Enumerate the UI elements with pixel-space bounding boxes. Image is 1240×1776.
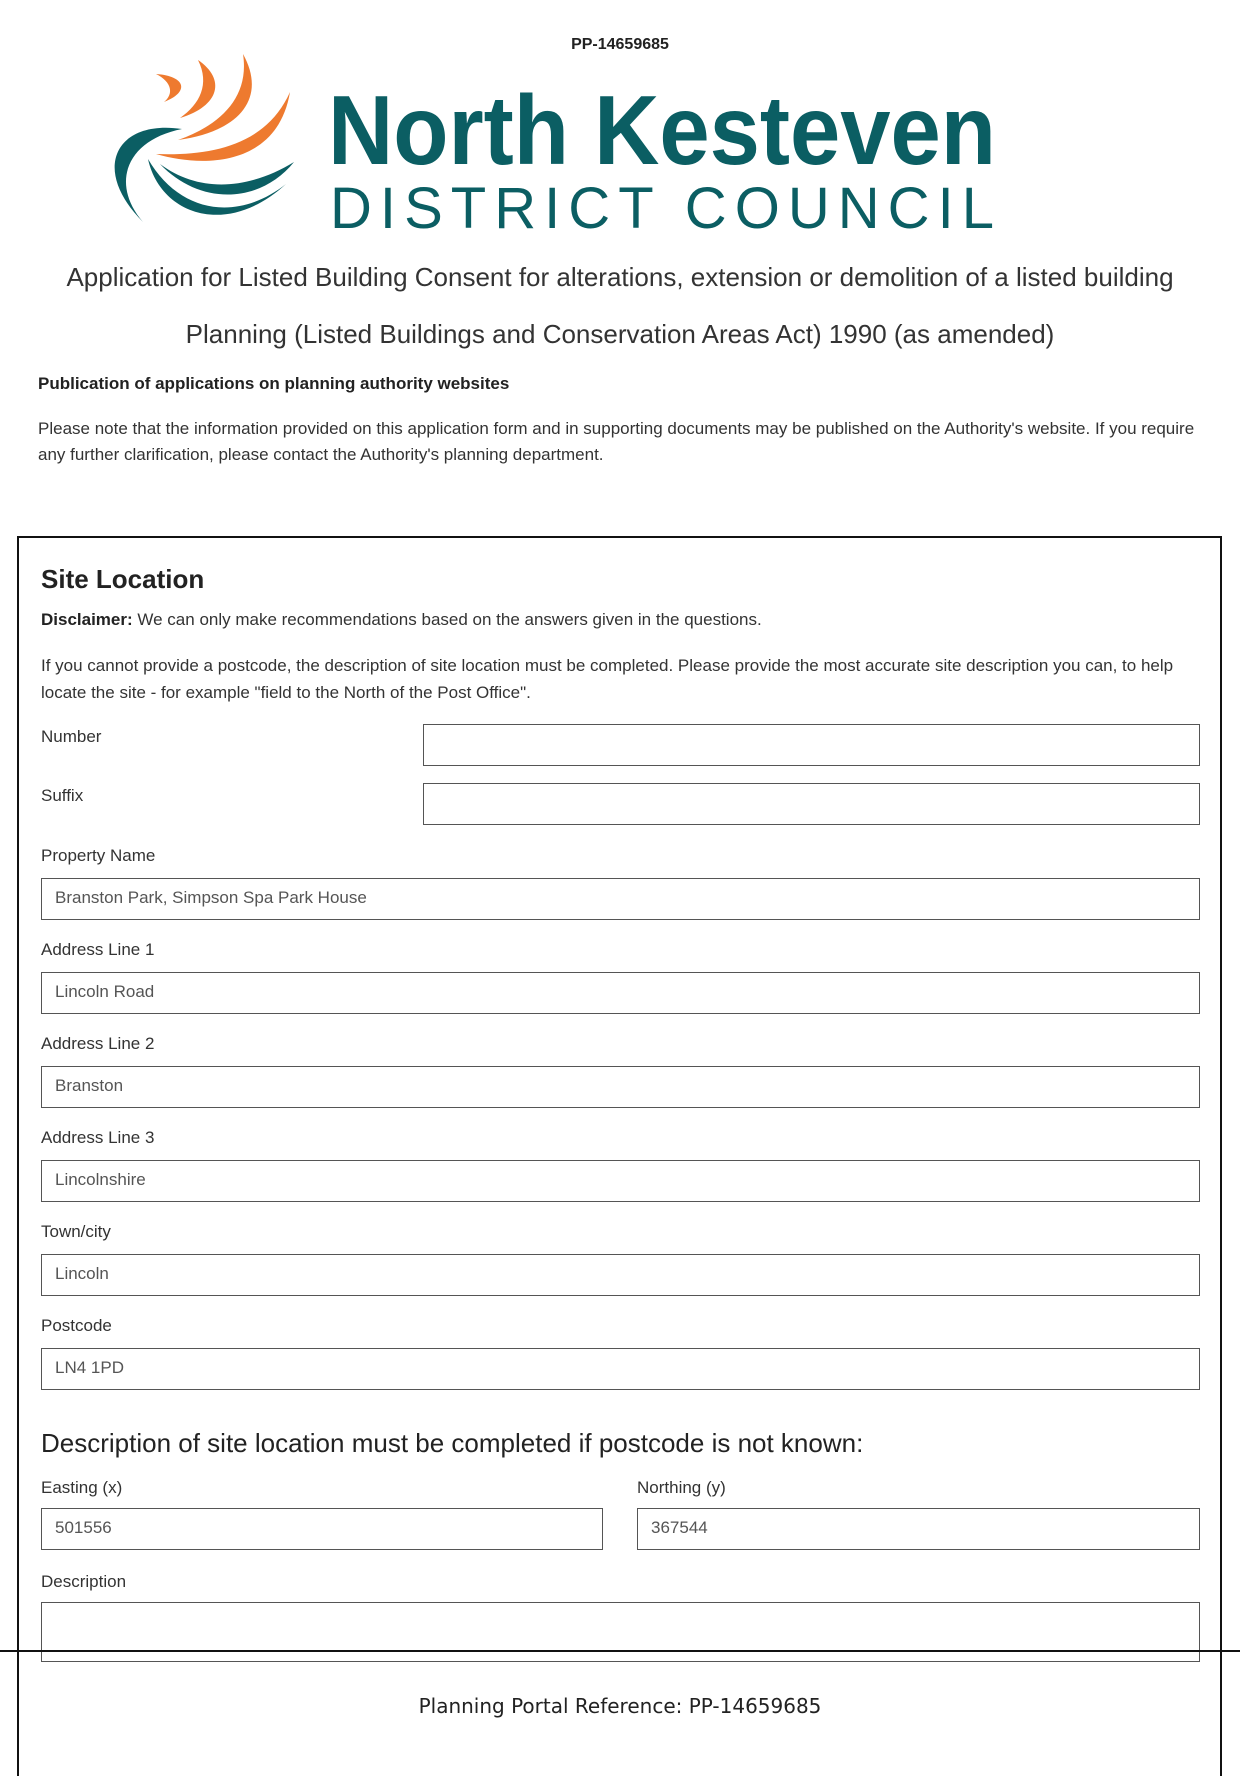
logo-subtitle: DISTRICT COUNCIL [330, 176, 994, 241]
suffix-label: Suffix [41, 786, 84, 805]
postcode-field[interactable]: LN4 1PD [41, 1348, 1200, 1390]
swirl-emblem-icon [115, 54, 294, 222]
address-line-1-field[interactable]: Lincoln Road [41, 972, 1200, 1014]
town-label: Town/city [41, 1222, 111, 1241]
property-name-field[interactable]: Branston Park, Simpson Spa Park House [41, 878, 1200, 920]
form-subtitle: Planning (Listed Buildings and Conservation Areas Act) 1990 (as amended) [185, 319, 1055, 349]
easting-field[interactable]: 501556 [41, 1508, 603, 1550]
disclaimer-text: We can only make recommendations based on the answers given in the questions. [132, 610, 762, 629]
site-location-section [17, 536, 1222, 1776]
footer-reference: Planning Portal Reference: PP-14659685 [418, 1694, 822, 1718]
description-label: Description [41, 1572, 127, 1591]
disclaimer [41, 610, 762, 630]
address-line-2-label: Address Line 2 [41, 1034, 155, 1053]
northing-field[interactable]: 367544 [637, 1508, 1200, 1550]
publication-heading: Publication of applications on planning authority websites [38, 374, 510, 393]
property-name-label: Property Name [41, 846, 156, 865]
reference-number: PP-14659685 [571, 36, 669, 53]
section-title: Site Location [41, 564, 205, 594]
address-line-3-label: Address Line 3 [41, 1128, 155, 1147]
address-line-3-field[interactable]: Lincolnshire [41, 1160, 1200, 1202]
description-heading: Description of site location must be completed if postcode is not known: [41, 1428, 864, 1458]
number-field[interactable] [423, 724, 1200, 766]
form-title: Application for Listed Building Consent for alterations, extension or demolition of a listed building [66, 262, 1174, 292]
town-field[interactable]: Lincoln [41, 1254, 1200, 1296]
footer-divider [0, 1650, 1240, 1652]
publication-text: Please note that the information provided on this application form and in supporting documents may be published on the Authority's website. If you require any further clarification, please contact the Authority's planning department. [38, 419, 1195, 464]
logo-name: North Kesteven [328, 75, 996, 185]
easting-label: Easting (x) [41, 1478, 123, 1497]
description-field[interactable] [41, 1602, 1200, 1662]
northing-label: Northing (y) [637, 1478, 726, 1497]
address-line-2-field[interactable]: Branston [41, 1066, 1200, 1108]
disclaimer-label: Disclaimer: [41, 610, 133, 629]
postcode-label: Postcode [41, 1316, 112, 1335]
site-location-note: If you cannot provide a postcode, the description of site location must be completed. Please provide the most accurate site description you can, to help locate the site - for example "field to the North of the Post Office". [41, 656, 1174, 702]
suffix-field[interactable] [423, 783, 1200, 825]
address-line-1-label: Address Line 1 [41, 940, 155, 959]
council-logo [98, 54, 1118, 260]
number-label: Number [41, 727, 102, 746]
